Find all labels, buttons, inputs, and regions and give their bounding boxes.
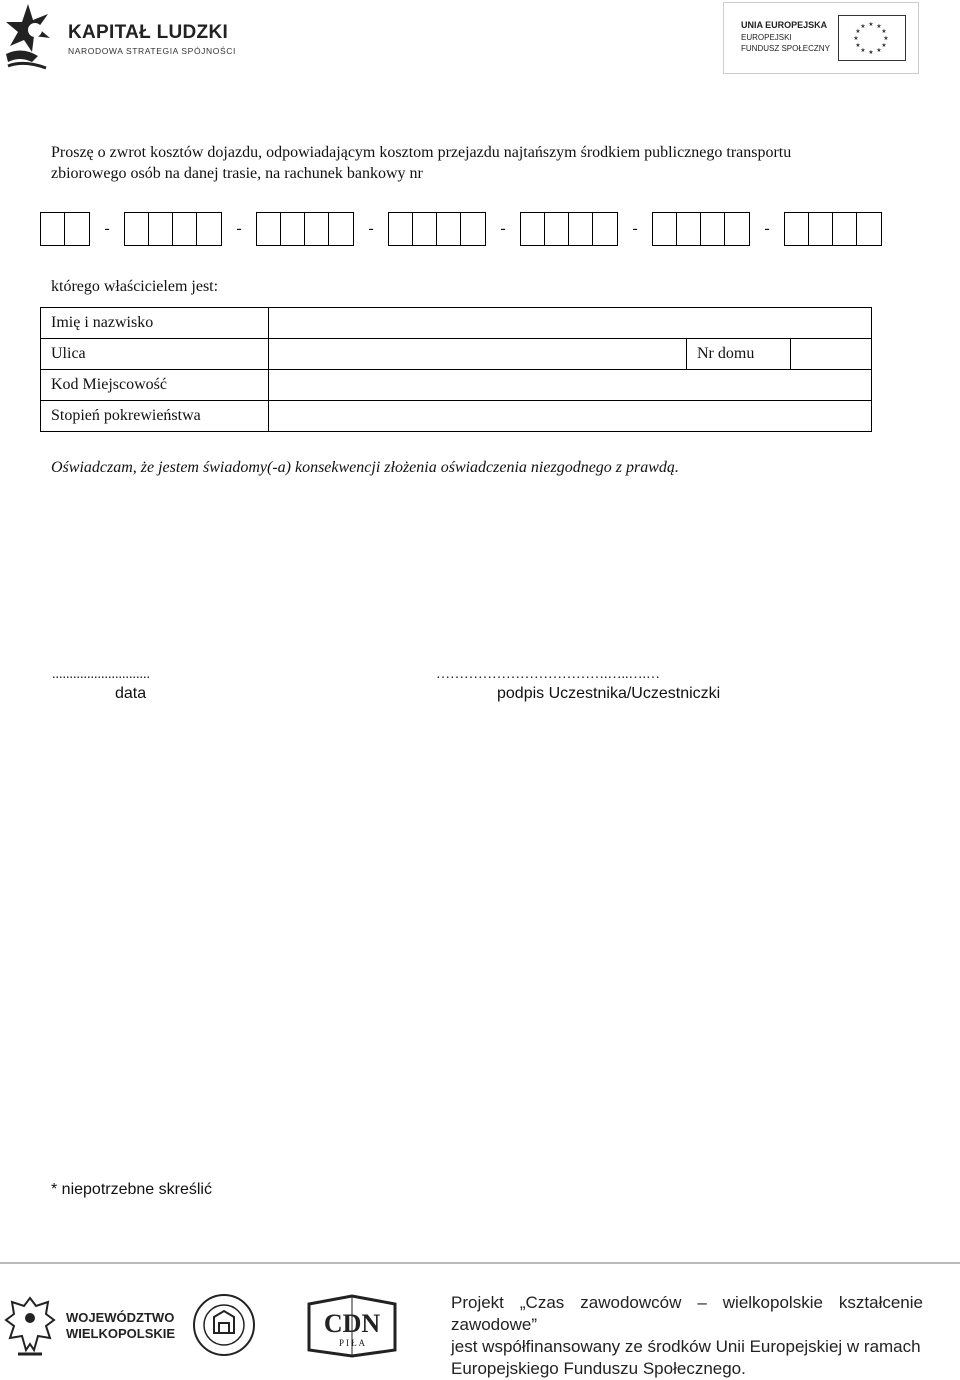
date-signature-line[interactable]: ............................: [52, 667, 150, 682]
account-number-field[interactable]: [40, 212, 882, 246]
svg-text:★: ★: [853, 35, 859, 42]
house-number-label: Nr domu: [687, 339, 791, 370]
declaration-text: Oświadczam, że jestem świadomy(-a) konsekwencji złożenia oświadczenia niezgodnego z prawdą.: [51, 459, 679, 476]
cdn-pila-logo: [303, 1290, 401, 1358]
relation-input-cell[interactable]: [269, 401, 872, 432]
cdn-subtext: P I Ł A: [339, 1338, 365, 1348]
svg-text:★: ★: [868, 49, 874, 56]
owner-heading: którego właścicielem jest:: [51, 278, 219, 295]
eu-flag-icon: [838, 15, 906, 61]
project-line-1: Projekt „Czas zawodowców – wielkopolskie kształcenie zawodowe”: [451, 1293, 923, 1334]
account-separator: -: [764, 220, 770, 237]
name-label: Imię i nazwisko: [41, 308, 269, 339]
name-input-cell[interactable]: [269, 308, 872, 339]
street-label: Ulica: [41, 339, 269, 370]
account-group-6[interactable]: [652, 212, 750, 246]
svg-text:★: ★: [876, 23, 882, 30]
project-line-3: Europejskiego Funduszu Społecznego.: [451, 1359, 746, 1378]
intro-text: [51, 142, 911, 184]
table-row: [41, 370, 872, 401]
city-label: Kod Miejscowość: [41, 370, 269, 401]
account-separator: -: [500, 220, 506, 237]
eu-logo-line2: EUROPEJSKI: [741, 33, 792, 42]
account-group-4[interactable]: [388, 212, 486, 246]
intro-line-1: Proszę o zwrot kosztów dojazdu, odpowiadającym kosztom przejazdu najtańszym środkiem publicznego transportu: [51, 144, 792, 161]
svg-text:★: ★: [860, 23, 866, 30]
svg-text:★: ★: [855, 42, 861, 49]
account-group-7[interactable]: [784, 212, 882, 246]
street-input-cell[interactable]: [269, 339, 687, 370]
relation-label: Stopień pokrewieństwa: [41, 401, 269, 432]
project-line-2: jest współfinansowany ze środków Unii Europejskiej w ramach: [451, 1337, 921, 1356]
svg-text:★: ★: [868, 21, 874, 28]
svg-text:★: ★: [883, 35, 889, 42]
svg-text:★: ★: [881, 28, 887, 35]
eu-logo-line1: UNIA EUROPEJSKA: [741, 20, 828, 30]
account-group-3[interactable]: [256, 212, 354, 246]
kapital-ludzki-title: KAPITAŁ LUDZKI: [68, 22, 229, 43]
owner-table: [40, 307, 872, 432]
wielkopolska-eagle-icon: [4, 1294, 56, 1358]
cdn-text: CDN: [323, 1309, 381, 1338]
footnote: * niepotrzebne skreślić: [51, 1181, 212, 1198]
university-seal-icon: [192, 1293, 256, 1357]
table-row: [41, 339, 872, 370]
kapital-ludzki-subtitle: NARODOWA STRATEGIA SPÓJNOŚCI: [68, 46, 236, 56]
kapital-ludzki-star-icon: [2, 2, 66, 74]
date-label: data: [115, 685, 147, 702]
project-info: [451, 1292, 923, 1380]
account-separator: -: [632, 220, 638, 237]
svg-text:★: ★: [876, 47, 882, 54]
table-row: [41, 308, 872, 339]
voivodeship-line-2: WIELKOPOLSKIE: [66, 1326, 176, 1341]
account-separator: -: [368, 220, 374, 237]
table-row: [41, 401, 872, 432]
participant-signature-line[interactable]: ……………………………….…..….…: [436, 667, 660, 682]
account-separator: -: [104, 220, 110, 237]
participant-signature-label: podpis Uczestnika/Uczestniczki: [497, 685, 721, 702]
svg-text:★: ★: [860, 47, 866, 54]
svg-text:★: ★: [855, 28, 861, 35]
city-input-cell[interactable]: [269, 370, 872, 401]
footer-divider: [0, 1262, 960, 1264]
house-number-input-cell[interactable]: [791, 339, 872, 370]
svg-text:★: ★: [881, 42, 887, 49]
eu-logo-line3: FUNDUSZ SPOŁECZNY: [741, 44, 830, 53]
account-group-5[interactable]: [520, 212, 618, 246]
account-separator: -: [236, 220, 242, 237]
voivodeship-name: [66, 1310, 175, 1342]
intro-line-2: zbiorowego osób na danej trasie, na rachunek bankowy nr: [51, 165, 423, 182]
account-group-2[interactable]: [124, 212, 222, 246]
account-group-1[interactable]: [40, 212, 90, 246]
voivodeship-line-1: WOJEWÓDZTWO: [66, 1310, 175, 1325]
